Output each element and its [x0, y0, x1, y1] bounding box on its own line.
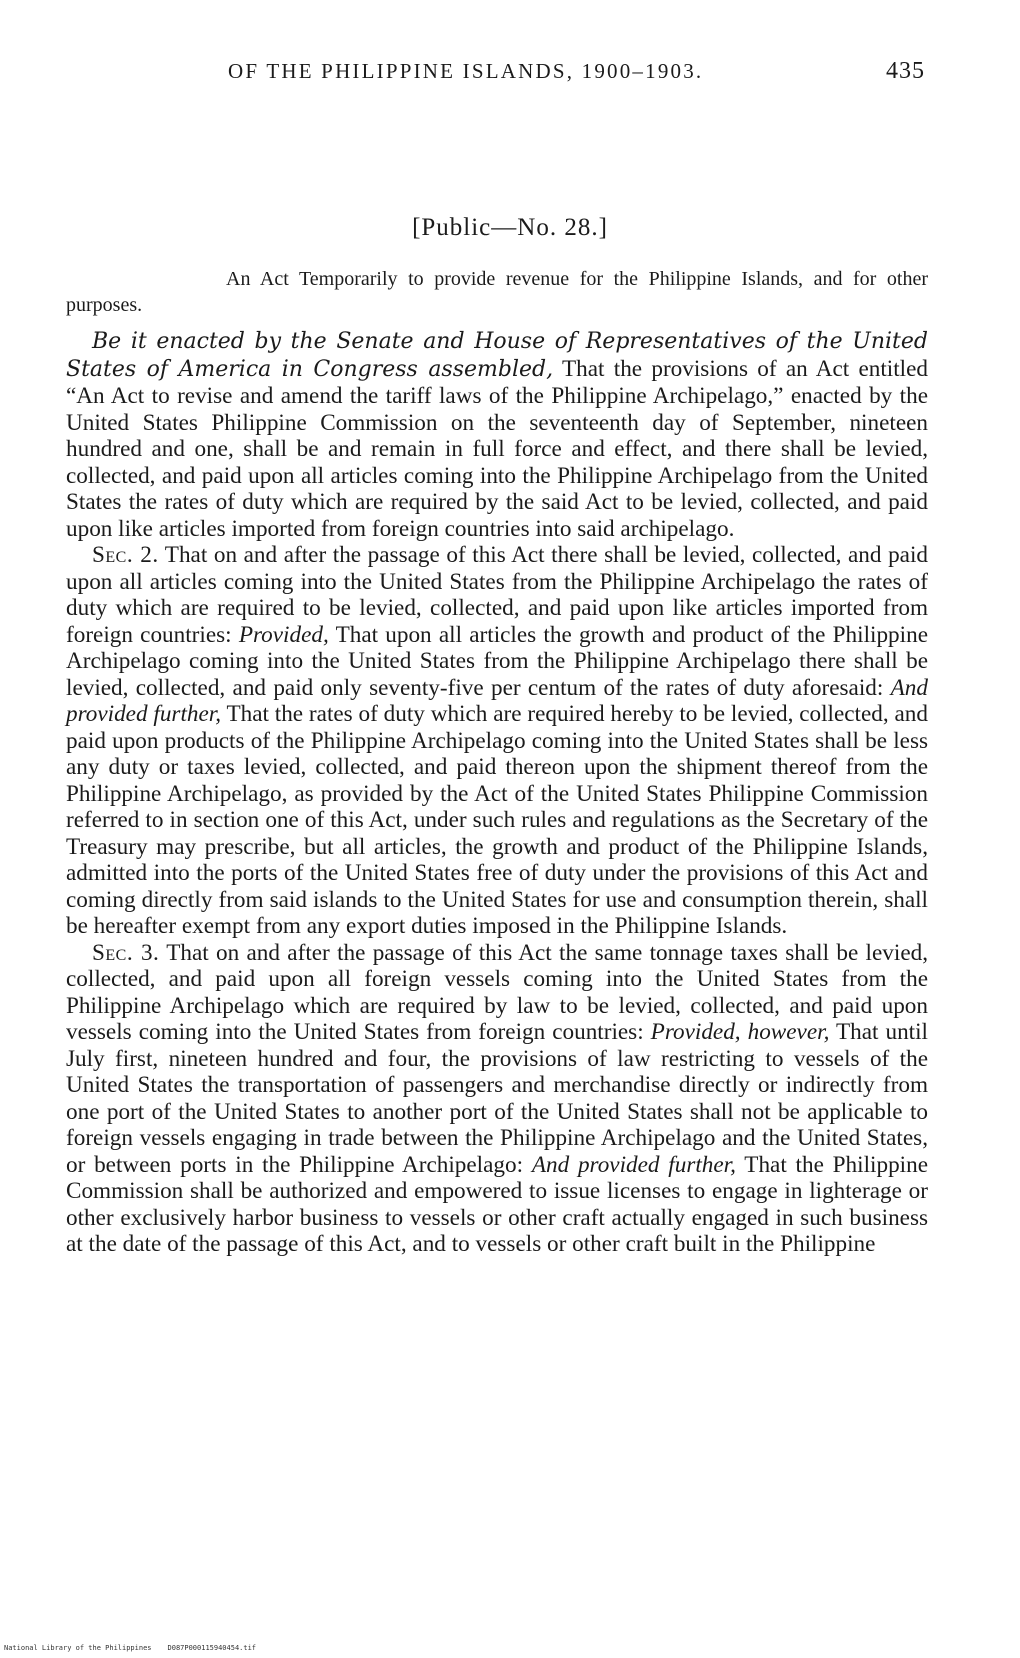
section-3-label: Sec. 3. — [92, 939, 160, 966]
section-3-text-1: That on and after the passage of this Act the same tonnage taxes shall be levied, collected, and paid upon all foreign vessels coming into the United States from the Philippine Archipelago which are required by law to be levied, collected, and paid upon vessels coming into the United States from foreign countries: — [66, 939, 928, 1045]
page-header — [228, 58, 925, 98]
section-2-label: Sec. 2. — [92, 542, 159, 568]
section-3-proviso-2: And provided further, — [531, 1151, 736, 1178]
public-law-number: [Public—No. 28.] — [412, 214, 608, 241]
page-number: 435 — [886, 58, 925, 84]
section-3-proviso-1: Provided, however, — [650, 1019, 830, 1045]
footer-file-id: D087P000115940454.tif — [167, 1644, 257, 1652]
section-2-proviso-1: Provided, — [238, 621, 329, 648]
section-3 — [66, 940, 928, 1258]
section-2-proviso-2: And provided further, — [66, 674, 928, 727]
section-2-text-3: That the rates of duty which are required hereby to be levied, collected, and paid upon products of the Philippine Archipelago coming into the United States shall be less any duty or taxes levied, collected, and paid thereon upon the shipment thereof from the Philippine Archipelago, as provided by the Act of the United States Philippine Commission referred to in section one of this Act, under such rules and regulations as the Secretary of the Treasury may prescribe, but all articles, the growth and product of the Philippine Islands, admitted into the ports of the United States free of duty under the provisions of this Act and coming directly from said islands to the United States for use and consumption therein, shall be hereafter exempt from any export duties imposed in the Philippine Islands. — [66, 701, 928, 939]
section-2-text-1: That on and after the passage of this Act there shall be levied, collected, and paid upon all articles coming into the United States from the Philippine Archipelago the rates of duty which are required to be levied, collected, and paid upon like articles imported from foreign countries: — [66, 542, 928, 648]
act-body — [66, 328, 928, 1258]
section-1 — [66, 328, 928, 542]
section-3-text-3: That the Philippine Commission shall be authorized and empowered to issue licenses to engage in lighterage or other exclusively harbor business to vessels or other craft actually engaged in such business at the date of the passage of this Act, and to vessels or other craft built in the Philippine — [66, 1151, 928, 1257]
enacting-clause: Be it enacted by the Senate and House of Representatives of the United States of America in Congress assembled, — [66, 329, 928, 382]
scan-footer — [4, 1644, 604, 1652]
section-2 — [66, 542, 928, 940]
running-head: OF THE PHILIPPINE ISLANDS, 1900–1903. — [228, 59, 704, 83]
section-2-text-2: That upon all articles the growth and product of the Philippine Archipelago coming into the United States from the Philippine Archipelago there shall be levied, collected, and paid only seventy-five per centum of the rates of duty aforesaid: — [66, 621, 928, 701]
footer-library: National Library of the Philippines — [4, 1644, 152, 1652]
section-1-text: That the provisions of an Act entitled “An Act to revise and amend the tariff laws of the Philippine Archipelago,” enacted by the United States Philippine Commission on the seventeenth day of September, nineteen hundred and one, shall be and remain in full force and effect, and there shall be levied, collected, and paid upon all articles coming into the Philippine Archipelago from the United States the rates of duty which are required by the said Act to be levied, collected, and paid upon like articles imported from foreign countries into said archipelago. — [66, 355, 928, 542]
section-3-text-2: That until July first, nineteen hundred and four, the provisions of law restricting to vessels of the United States the transportation of passengers and merchandise directly or indirectly from one port of the United States to another port of the United States shall not be applicable to foreign vessels engaging in trade between the Philippine Archipelago and the United States, or between ports in the Philippine Archipelago: — [66, 1019, 928, 1178]
act-title: An Act Temporarily to provide revenue for the Philippine Islands, and for other purposes. — [66, 268, 928, 316]
